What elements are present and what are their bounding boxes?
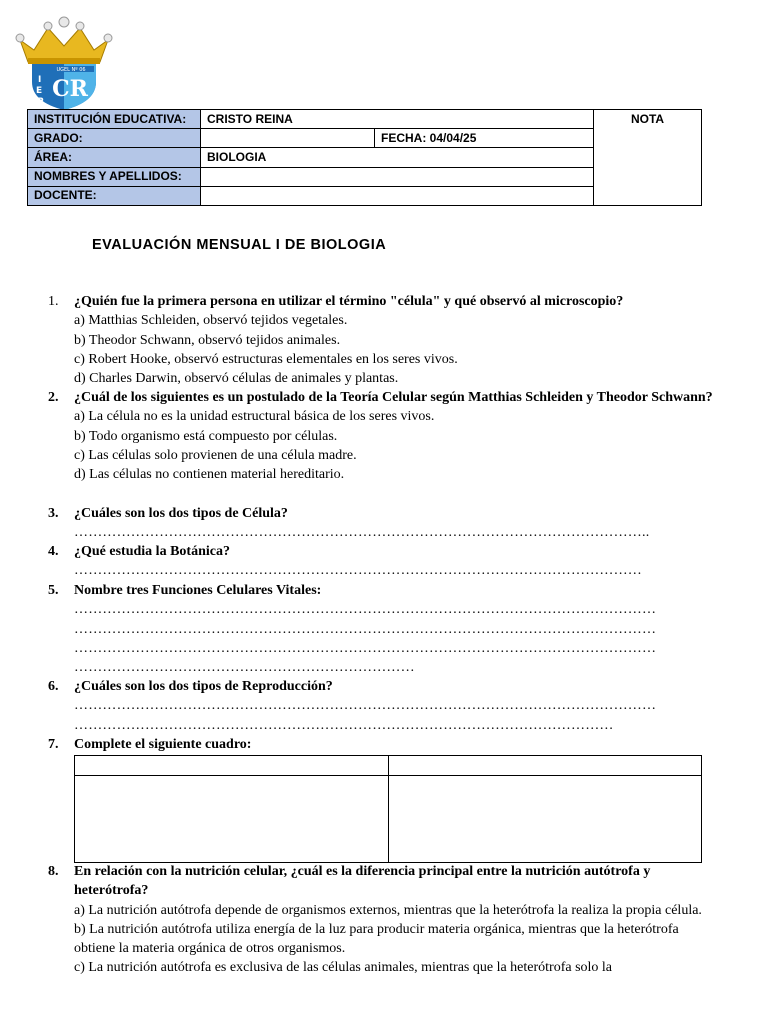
question-stem: Complete el siguiente cuadro: (74, 737, 252, 752)
answer-line[interactable]: …………………………………………………………………………………………………… (74, 717, 614, 733)
answer-line[interactable]: …………………………………………………………………………………………………………… (74, 640, 657, 656)
option-b: b) Todo organismo está compuesto por células. (74, 428, 338, 444)
logo-letters-left: I E P (36, 75, 44, 107)
nota-label: NOTA (594, 110, 702, 206)
nombres-value (201, 167, 594, 186)
complete-table (74, 755, 702, 863)
option-a: a) La célula no es la unidad estructural básica de los seres vivos. (74, 409, 435, 425)
table-cell[interactable] (75, 776, 389, 863)
question-stem: ¿Cuál de los siguientes es un postulado de la Teoría Celular según Matthias Schleiden y Theodor Schwann? (74, 390, 713, 405)
question-stem: ¿Cuáles son los dos tipos de Reproducción? (74, 679, 333, 694)
table-header-cell[interactable] (388, 756, 702, 776)
answer-line[interactable]: …………………………………………………………………………………………………………… (74, 602, 657, 618)
header-table (27, 109, 702, 206)
question-number: 6. (48, 679, 59, 694)
option-c: c) La nutrición autótrofa es exclusiva de las células animales, mientras que la heterótrofa solo la (74, 960, 613, 976)
option-a: a) Matthias Schleiden, observó tejidos vegetales. (74, 313, 348, 329)
answer-line[interactable]: …………………………………………………………………………………………………………… (74, 621, 657, 637)
logo-monogram: CR (52, 76, 88, 102)
question-stem: ¿Qué estudia la Botánica? (74, 544, 230, 559)
answer-line[interactable]: ………………………………………………………………………………………………………… (74, 563, 642, 579)
question-stem: ¿Quién fue la primera persona en utilizar el término "célula" y qué observó al microscopio? (74, 294, 624, 309)
question-number: 7. (48, 737, 59, 752)
grado-label: GRADO: (28, 129, 201, 148)
answer-line[interactable]: ……………………………………………………………… (74, 660, 415, 676)
option-c: c) Robert Hooke, observó estructuras elementales en los seres vivos. (74, 351, 458, 367)
option-c: c) Las células solo provienen de una célula madre. (74, 447, 357, 463)
option-b: b) La nutrición autótrofa utiliza energía de la luz para producir materia orgánica, mientras que la heterótrofa obtiene la materia orgánica de otros organismos. (74, 921, 679, 957)
question-number: 2. (48, 390, 59, 405)
question-number: 3. (48, 506, 59, 521)
docente-value (201, 186, 594, 205)
logo-band-text: UGEL Nº 06 (56, 67, 86, 73)
institucion-value: CRISTO REINA (201, 110, 594, 129)
page-title: EVALUACIÓN MENSUAL I DE BIOLOGIA (92, 237, 387, 253)
question-number: 5. (48, 583, 59, 598)
answer-line[interactable]: ………………………………………………………………………………………………………….. (74, 525, 650, 541)
fecha-label: FECHA: 04/04/25 (375, 129, 594, 148)
answer-line[interactable]: …………………………………………………………………………………………………………… (74, 698, 657, 714)
table-header-cell[interactable] (75, 756, 389, 776)
question-number: 8. (48, 864, 59, 879)
docente-label: DOCENTE: (28, 186, 201, 205)
question-stem: Nombre tres Funciones Celulares Vitales: (74, 583, 322, 598)
grado-value (201, 129, 375, 148)
question-stem: En relación con la nutrición celular, ¿cuál es la diferencia principal entre la nutrición autótrofa y heterótrofa? (74, 864, 651, 899)
area-label: ÁREA: (28, 148, 201, 167)
option-b: b) Theodor Schwann, observó tejidos animales. (74, 332, 341, 348)
school-logo (14, 16, 114, 112)
option-d: d) Charles Darwin, observó células de animales y plantas. (74, 371, 399, 387)
option-d: d) Las células no contienen material hereditario. (74, 467, 345, 483)
question-number: 1. (48, 294, 59, 309)
institucion-label: INSTITUCIÓN EDUCATIVA: (28, 110, 201, 129)
table-cell[interactable] (388, 776, 702, 863)
area-value: BIOLOGIA (201, 148, 594, 167)
option-a: a) La nutrición autótrofa depende de organismos externos, mientras que la heterótrofa la realiza la propia célula. (74, 902, 702, 918)
question-number: 4. (48, 544, 59, 559)
nombres-label: NOMBRES Y APELLIDOS: (28, 167, 201, 186)
question-stem: ¿Cuáles son los dos tipos de Célula? (74, 506, 288, 521)
crown-shield-icon (14, 16, 114, 112)
